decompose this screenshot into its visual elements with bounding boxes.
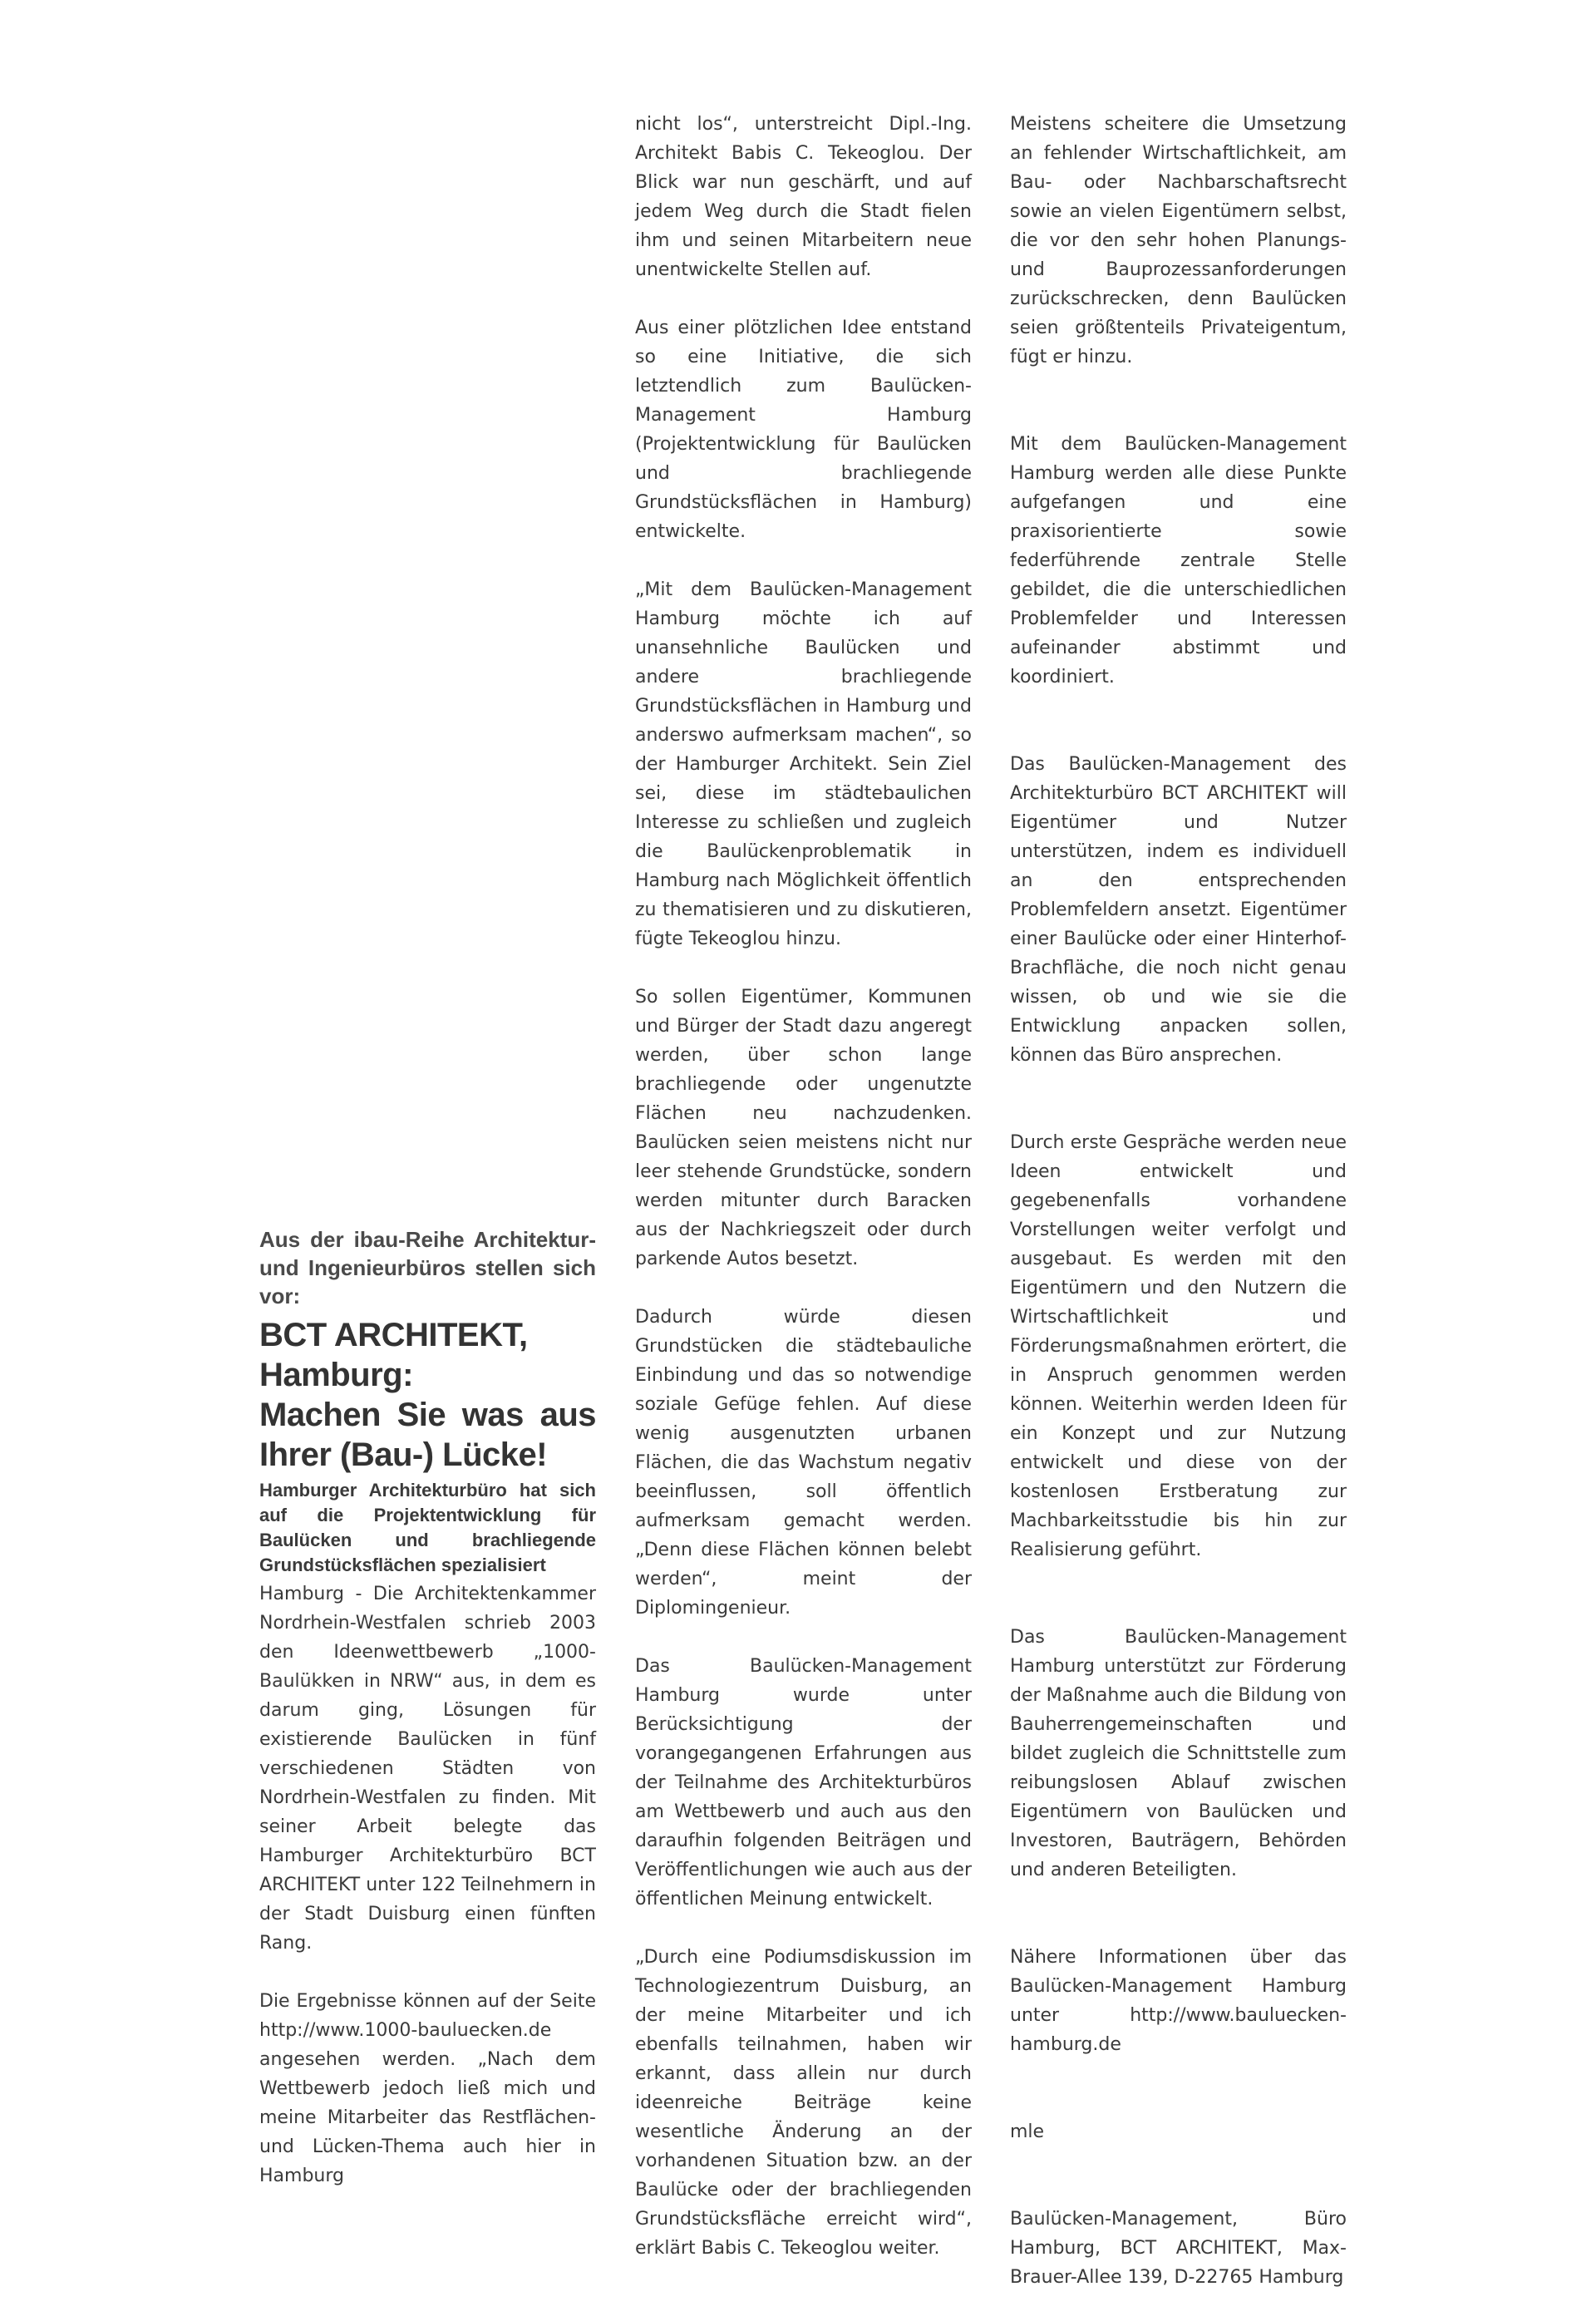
paragraph: Meistens scheitere die Umsetzung an fehlender Wirtschaftlichkeit, am Bau- oder Nachbarschaftsrecht sowie an vielen Eigentümern selbst, die vor den sehr hohen Planungs- und Bauprozessanforderungen zurückschrecken, denn Baulücken seien größtenteils Privateigentum, fügt er hinzu.: [1010, 114, 1347, 367]
paragraph: So sollen Eigentümer, Kommunen und Bürger der Stadt dazu angeregt werden, über schon lange brachliegende oder ungenutzte Flächen neu nachzudenken. Baulücken seien meistens nicht nur leer stehende Grundstücke, sondern werden mitunter durch Baracken aus der Nachkriegszeit oder durch parkende Autos besetzt.: [635, 987, 972, 1269]
headline: [259, 1315, 596, 1475]
paragraph: Das Baulücken-Management Hamburg wurde unter Berücksichtigung der vorangegangenen Erfahrungen aus der Teilnahme des Architekturbüros am Wettbewerb und auch aus den daraufhin folgenden Beiträgen und Veröffentlichungen wie auch aus der öffentlichen Meinung entwickelt.: [635, 1656, 972, 1910]
paragraph: „Mit dem Baulücken-Management Hamburg möchte ich auf unansehnliche Baulücken und andere brachliegende Grundstücksflächen in Hamburg und anderswo aufmerksam machen“, so der Hamburger Architekt. Sein Ziel sei, diese im städtebaulichen Interesse zu schließen und zugleich die Baulückenproblematik in Hamburg nach Möglichkeit öffentlich zu thematisieren und zu diskutieren, fügte Tekeoglou hinzu.: [635, 579, 972, 949]
lead-text: Hamburger Architekturbüro hat sich auf die Projektentwicklung für Baulücken und brachliegende Grundstücksflächen spezialisiert: [259, 1480, 596, 1575]
paragraph: Dadurch würde diesen Grundstücken die städtebauliche Einbindung und das so notwendige soziale Gefüge fehlen. Auf diese wenig ausgenutzten urbanen Flächen, die das Wachstum negativ beeinflussen, soll öffentlich aufmerksam gemacht werden. „Denn diese Flächen können belebt werden“, meint der Diplomingenieur.: [635, 1307, 972, 1619]
paragraph: Das Baulücken-Management des Architekturbüro BCT ARCHITEKT will Eigentümer und Nutzer unterstützen, indem es individuell an den entsprechenden Problemfeldern ansetzt. Eigentümer einer Baulücke oder einer Hinterhof-Brachfläche, die noch nicht genau wissen, ob und wie sie die Entwicklung anpacken sollen, können das Büro ansprechen.: [1010, 754, 1347, 1066]
paragraph: Mit dem Baulücken-Management Hamburg werden alle diese Punkte aufgefangen und eine praxisorientierte sowie federführende zentrale Stelle gebildet, die die unterschiedlichen Problemfelder und Interessen aufeinander abstimmt und koordiniert.: [1010, 434, 1347, 687]
headline-slogan: Machen Sie was aus Ihrer (Bau-) Lücke!: [259, 1397, 596, 1473]
paragraph: nicht los“, unterstreicht Dipl.-Ing. Architekt Babis C. Tekeoglou. Der Blick war nun geschärft, und auf jedem Weg durch die Stadt fielen ihm und seinen Mitarbeitern neue unentwickelte Stellen auf.: [635, 114, 972, 280]
paragraph: Das Baulücken-Management Hamburg unterstützt zur Förderung der Maßnahme auch die Bildung von Bauherrengemeinschaften und bildet zugleich die Schnittstelle zum reibungslosen Ablauf zwischen Eigentümern von Baulücken und Investoren, Bauträgern, Behörden und anderen Beteiligten.: [1010, 1627, 1347, 1880]
column-3: [1010, 110, 1347, 2321]
headline-firm: BCT ARCHITEKT,: [259, 1317, 528, 1353]
paragraph: Aus einer plötzlichen Idee entstand so eine Initiative, die sich letztendlich zum Baulücken-Management Hamburg (Projektentwicklung für Baulücken und brachliegende Grundstücksflächen in Hamburg) entwickelte.: [635, 318, 972, 542]
paragraph: Nähere Informationen über das Baulücken-Management Hamburg unter http://www.bauluecken-hamburg.de: [1010, 1947, 1347, 2055]
headline-city: Hamburg:: [259, 1357, 413, 1393]
column-2: [635, 110, 972, 2292]
paragraph: Die Ergebnisse können auf der Seite http://www.1000-bauluecken.de angesehen werden. „Nach dem Wettbewerb jedoch ließ mich und meine Mitarbeiter das Restflächen- und Lücken-Thema auch hier in Hamburg: [259, 1991, 596, 2186]
column-1: [259, 1225, 596, 2220]
paragraph: „Durch eine Podiumsdiskussion im Technologiezentrum Duisburg, an der meine Mitarbeiter und ich ebenfalls teilnahmen, haben wir erkannt, dass allein nur durch ideenreiche Beiträge keine wesentliche Änderung an der vorhandenen Situation bzw. an der Baulücke oder der brachliegenden Grundstücksfläche erreicht wird“, erklärt Babis C. Tekeoglou weiter.: [635, 1947, 972, 2259]
paragraph: Durch erste Gespräche werden neue Ideen entwickelt und gegebenenfalls vorhandene Vorstellungen weiter verfolgt und ausgebaut. Es werden mit den Eigentümern und den Nutzern die Wirtschaftlichkeit und Förderungsmaßnahmen erörtert, die in Anspruch genommen werden können. Weiterhin werden Ideen für ein Konzept und zur Nutzung entwickelt und diese von der kostenlosen Erstberatung zur Machbarkeitsstudie bis hin zur Realisierung geführt.: [1010, 1132, 1347, 1560]
contact-address: Baulücken-Management, Büro Hamburg, BCT ARCHITEKT, Max-Brauer-Allee 139, D-22765 Hamburg: [1010, 2209, 1347, 2288]
paragraph: Hamburg - Die Architektenkammer Nordrhein-Westfalen schrieb 2003 den Ideenwettbewerb „1000-Baulükken in NRW“ aus, in dem es darum ging, Lösungen für existierende Baulücken in fünf verschiedenen Städten von Nordrhein-Westfalen zu finden. Mit seiner Arbeit belegte das Hamburger Architekturbüro BCT ARCHITEKT unter 122 Teilnehmern in der Stadt Duisburg einen fünften Rang.: [259, 1584, 596, 1954]
series-intro: Aus der ibau-Reihe Architektur- und Ingenieurbüros stellen sich vor:: [259, 1227, 596, 1308]
author-initials: mle: [1010, 2121, 1045, 2142]
